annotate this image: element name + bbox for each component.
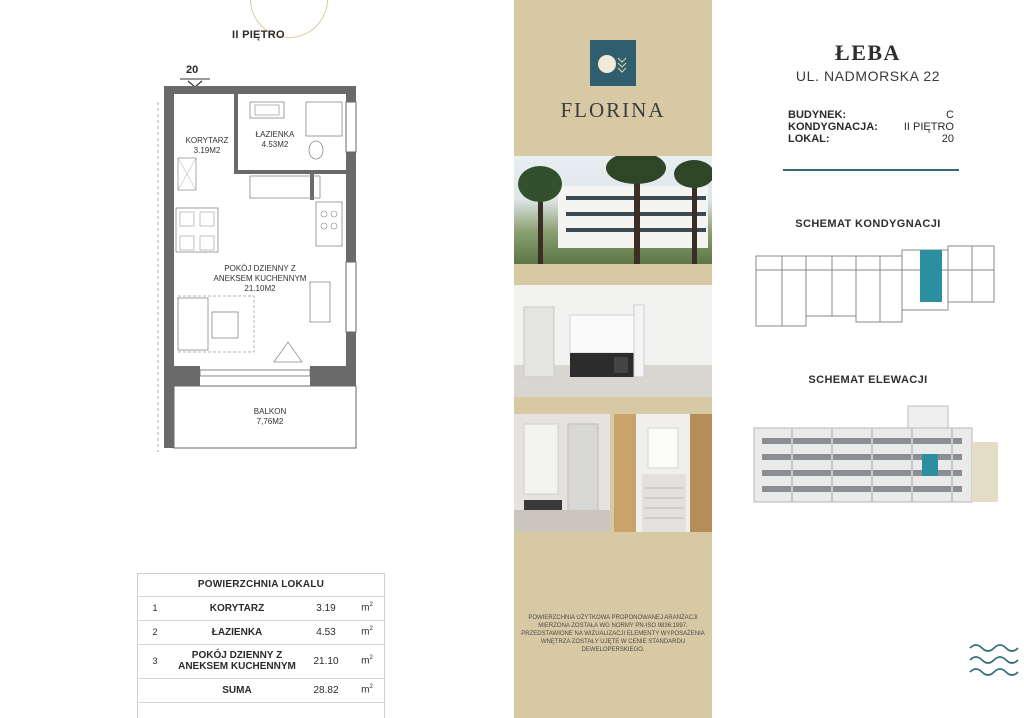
room-label-lazienka: ŁAZIENKA 4.53M2: [255, 130, 295, 149]
bathroom-photo: [514, 414, 610, 532]
room-label-pokoj: POKÓJ DZIENNY Z ANEKSEM KUCHENNYM 21.10M2: [213, 264, 307, 293]
floor-plan-drawing: [150, 62, 370, 462]
table-row: 3 POKÓJ DZIENNY Z ANEKSEM KUCHENNYM 21.10 $m^2$: [138, 644, 384, 678]
floor-schematic-title: SCHEMAT KONDYGNACJI: [795, 218, 941, 230]
florina-logo-icon: [590, 40, 636, 86]
room-label-korytarz: KORYTARZ 3.19M2: [185, 136, 229, 155]
area-table-title: POWIERZCHNIA LOKALU: [138, 574, 384, 596]
elevation-schematic: [752, 402, 1000, 506]
unit-marker: [180, 79, 210, 87]
elevation-schematic-title: SCHEMAT ELEWACJI: [808, 374, 928, 386]
detail-row-budynek: BUDYNEK: C: [788, 109, 954, 121]
staircase-photo: [614, 414, 712, 532]
unit-marker-label: 20: [186, 64, 199, 76]
floor-schematic: [752, 236, 1000, 336]
highlighted-unit: [920, 250, 942, 302]
street-address: UL. NADMORSKA 22: [795, 68, 941, 84]
table-row-total: SUMA 28.82 $m^2$: [138, 678, 384, 702]
area-table: [137, 573, 385, 718]
detail-row-kondygnacja: KONDYGNACJA: II PIĘTRO: [788, 121, 954, 133]
floor-plan: [150, 62, 370, 462]
floor-label: II PIĘTRO: [232, 29, 285, 41]
kitchen-photo: [514, 285, 712, 397]
table-row: 1 KORYTARZ 3.19 $m^2$: [138, 596, 384, 620]
waves-icon: [968, 640, 1024, 685]
highlighted-elevation: [922, 454, 938, 476]
room-label-balkon: BALKON 7,76M2: [253, 407, 287, 426]
city-title: ŁEBA: [835, 40, 901, 65]
brand-name: FLORINA: [560, 98, 666, 122]
exterior-photo: [514, 156, 712, 264]
divider-line: [783, 169, 959, 171]
disclaimer-text: POWIERZCHNIA UŻYTKOWA PROPONOWANEJ ARANŻACJI MIERZONA ZOSTAŁA WG NORMY PN-ISO 9836:1997. PRZEDSTAWIONE NA WIZUALIZACJI ELEMENTY WYPOSAŻENIA WNĘTRZA ZOSTAŁY UJĘTE W CENIE STANDARDU DEWELOPERSKIEGO.: [521, 615, 705, 654]
detail-row-lokal: LOKAL: 20: [788, 133, 954, 145]
table-row: 2 ŁAZIENKA 4.53 $m^2$: [138, 620, 384, 644]
